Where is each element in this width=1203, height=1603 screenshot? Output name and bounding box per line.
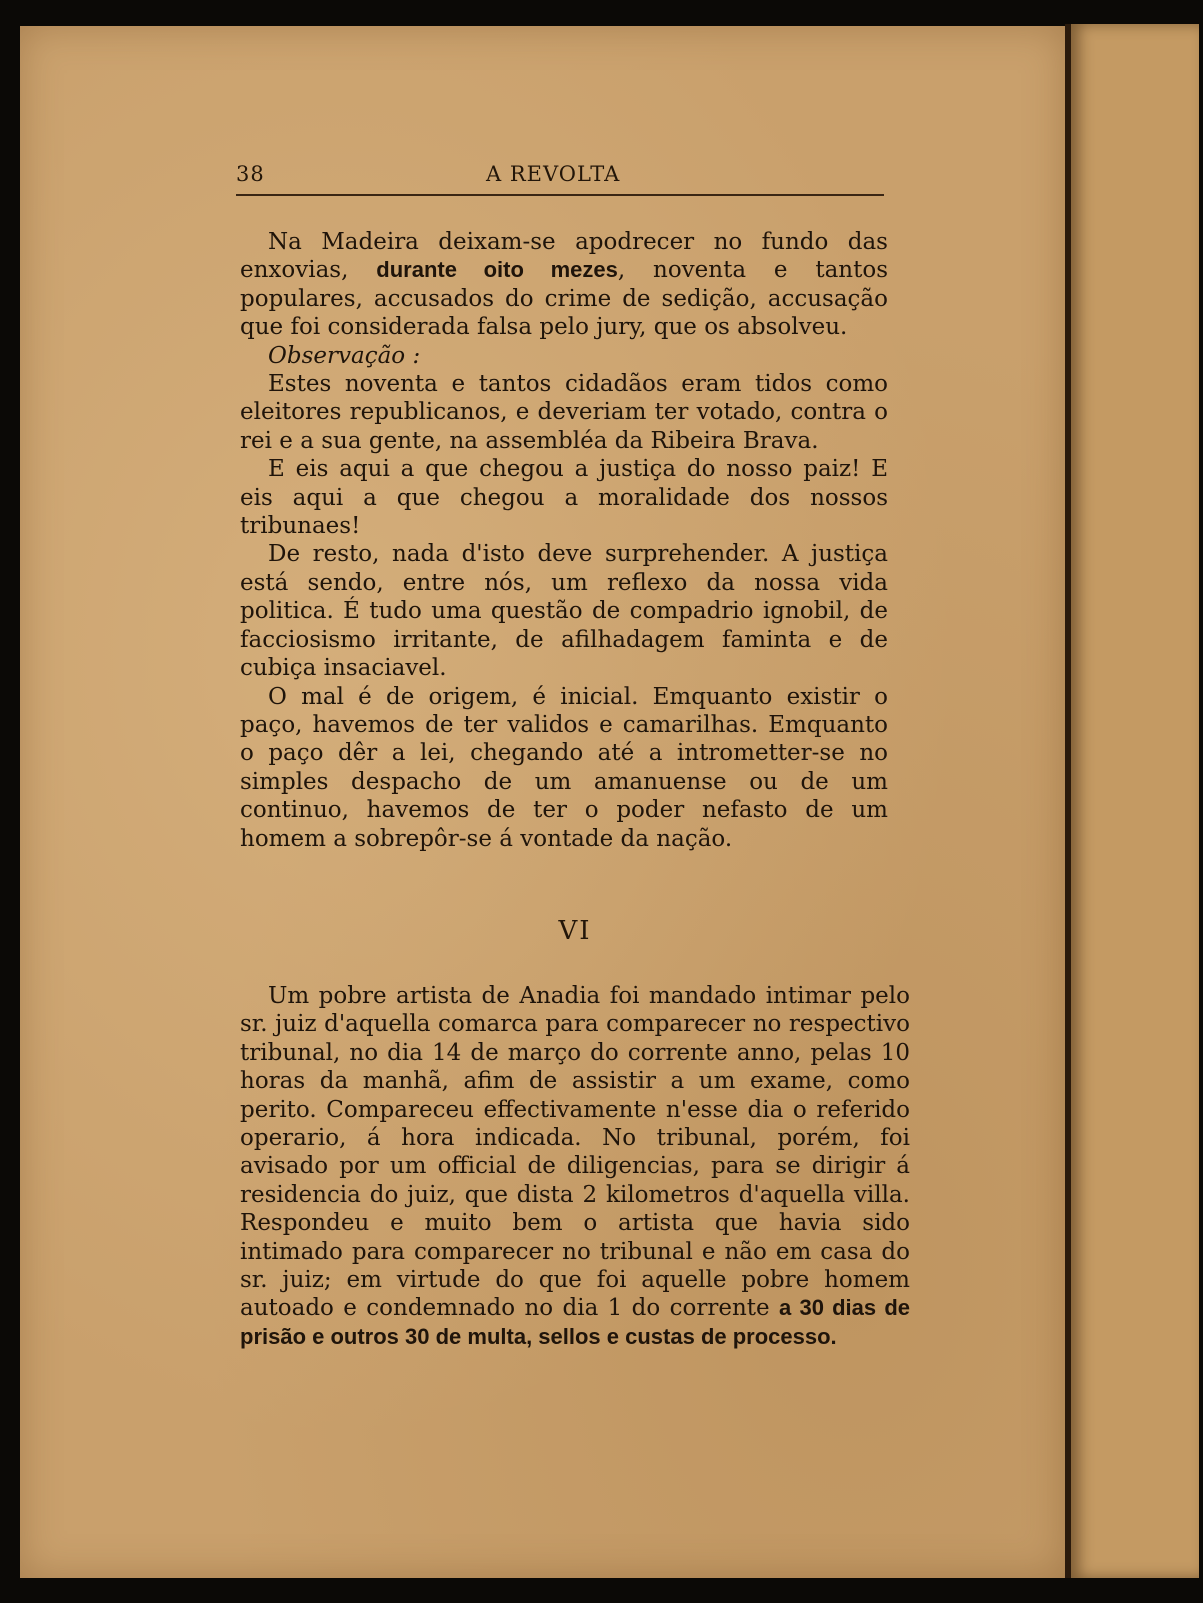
running-title: A REVOLTA (486, 162, 621, 186)
paragraph: O mal é de origem, é inicial. Emquanto existir o paço, havemos de ter validos e camarilhas. Emquanto o paço dêr a lei, chegando até a intrometter-se no simples despacho de um amanuense ou de um continuo, havemos de ter o poder nefasto de um homem a sobrepôr-se á vontade da nação. (240, 683, 888, 852)
paragraph: De resto, nada d'isto deve surprehender. A justiça está sendo, entre nós, um reflexo da nossa vida politica. É tudo uma questão de compadrio ignobil, de facciosismo irritante, de afilhadagem faminta e de cubiça insaciavel. (240, 541, 888, 682)
paragraph: Um pobre artista de Anadia foi mandado intimar pelo sr. juiz d'aquella comarca para comparecer no respectivo tribunal, no dia 14 de março do corrente anno, pelas 10 horas da manhã, afim de assistir a um exame, como perito. Compareceu effectivamente n'esse dia o referido operario, á hora indicada. No tribunal, porém, foi avisado por um official de diligencias, para se dirigir á residencia do juiz, que dista 2 kilometros d'aquella villa. Respondeu e muito bem o artista que havia sido intimado para comparecer no tribunal e não em casa do sr. juiz; em virtude do que foi aquelle pobre homem autoado e condemnado no dia 1 do corrente a 30 dias de prisão e outros 30 de multa, sellos e custas de processo. (240, 983, 910, 1349)
page-header (236, 160, 884, 192)
paragraph: Na Madeira deixam-se apodrecer no fundo das enxovias, durante oito mezes, noventa e tantos populares, accusados do crime de sedição, accusação que foi considerada falsa pelo jury, que os absolveu. (240, 229, 889, 341)
bold-emphasis: a 30 dias de prisão e outros 30 de multa, sellos e custas de processo. (240, 1295, 910, 1349)
text-block-top (240, 228, 888, 853)
text-block-bottom (240, 982, 910, 1351)
chapter-heading: VI (558, 916, 592, 946)
paragraph: E eis aqui a que chegou a justiça do nosso paiz! E eis aqui a que chegou a moralidade dos nossos tribunaes! (240, 456, 888, 540)
bold-emphasis: durante oito mezes (376, 257, 618, 283)
adjacent-page-edge (1065, 24, 1199, 1578)
observation-label: Observação : (268, 342, 421, 369)
header-rule (236, 194, 884, 196)
page-number: 38 (236, 162, 265, 186)
paragraph: Estes noventa e tantos cidadãos eram tidos como eleitores republicanos, e deveriam ter votado, contra o rei e a sua gente, na assembléa da Ribeira Brava. (240, 371, 888, 454)
